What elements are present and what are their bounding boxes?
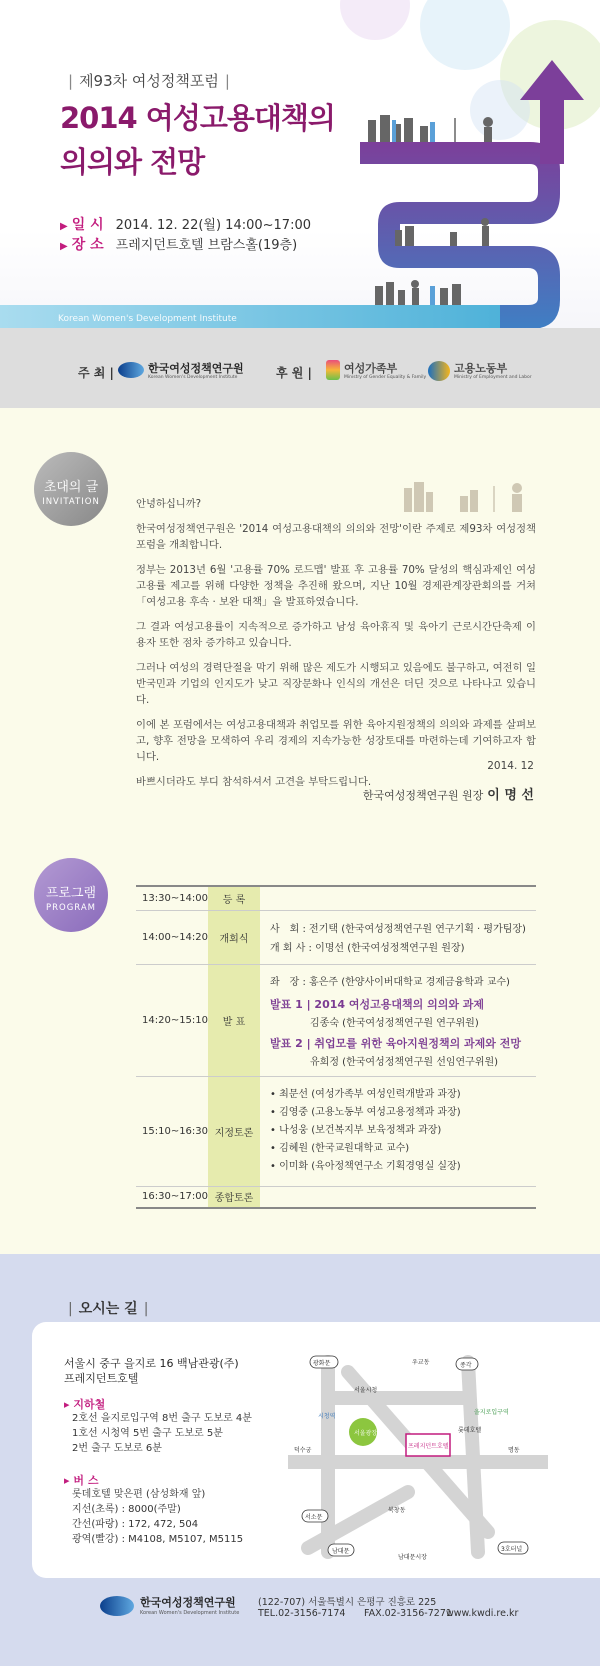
map-label: 명동 — [508, 1447, 520, 1454]
host-name-en: Korean Women's Development Institute — [148, 375, 238, 380]
directions-title — [62, 1298, 154, 1318]
presentation1-speaker: 김종숙 (한국여성정책연구원 연구위원) — [310, 1017, 479, 1029]
footer-org: 한국여성정책연구원 — [140, 1596, 236, 1609]
map-label: 덕수궁 — [294, 1447, 312, 1454]
event-place-row — [60, 234, 297, 254]
map-label: 3호터널 — [501, 1546, 523, 1553]
map-label: 종각 — [460, 1362, 472, 1369]
bus-heading: ▸ 버 스 — [64, 1474, 99, 1487]
panelist-item: • 김혜원 (한국교원대학교 교수) — [270, 1143, 410, 1154]
greeting: 안녕하십니까? — [136, 498, 202, 510]
panelist-item: • 이미화 (육아정책연구소 기획경영실 실장) — [270, 1161, 461, 1172]
bus-line: 간선(파랑) : 172, 472, 504 — [72, 1519, 199, 1530]
location-map — [288, 1352, 548, 1564]
date-label: 일 시 — [71, 217, 104, 233]
invitation-paragraph: 그 결과 여성고용률이 지속적으로 증가하고 남성 육아휴직 및 육아기 근로시간단축제 이용자 또한 점차 증가하고 있습니다. — [136, 621, 536, 649]
forum-number — [62, 70, 236, 91]
footer-address: (122-707) 서울특별시 은평구 진흥로 225 — [258, 1597, 437, 1608]
signer-title: 한국여성정책연구원 원장 — [362, 789, 484, 802]
map-label: 남대문시장 — [398, 1554, 427, 1561]
footer-org-en: Korean Women's Development Institute — [140, 1610, 240, 1616]
invitation-paragraph: 바쁘시더라도 부디 참석하셔서 고견을 부탁드립니다. — [136, 776, 372, 788]
divider-bar: | — [224, 72, 230, 90]
program-category: 발 표 — [208, 964, 260, 1076]
triangle-bullet-icon: ▶ — [60, 241, 68, 252]
divider-bar: | — [68, 72, 74, 90]
triangle-bullet-icon: ▶ — [60, 221, 68, 232]
sponsors-bar — [0, 328, 600, 408]
presentation1-title: 발표 1 | 2014 여성고용대책의 의의와 과제 — [270, 997, 485, 1011]
event-title-line2: 의의와 전망 — [60, 145, 205, 179]
map-label: 서소문 — [305, 1514, 323, 1521]
map-label: 시청역 — [318, 1413, 336, 1420]
map-label: 북창동 — [388, 1507, 406, 1514]
bus-line: 롯데호텔 맞은편 (삼성화재 앞) — [72, 1489, 206, 1500]
map-label: 우교동 — [412, 1359, 430, 1366]
bokeh-decoration — [340, 0, 410, 40]
table-row — [136, 1186, 536, 1208]
invitation-paragraph: 정부는 2013년 6월 '고용률 70% 로드맵' 발표 후 고용률 70% 달성의 핵심과제인 여성고용률 제고를 위해 다양한 정책을 추진해 왔으며, 지난 10월 경제관계장관회의를 거쳐 「여성고용 후속 · 보완 대책」을 발표하였습니다. — [136, 564, 536, 608]
event-date-row — [60, 214, 311, 234]
map-label: 남대문 — [332, 1548, 350, 1555]
date-value: 2014. 12. 22(월) 14:00~17:00 — [115, 218, 311, 233]
table-row — [136, 1076, 536, 1186]
program-badge — [34, 858, 108, 932]
support2-name: 고용노동부 — [454, 362, 508, 375]
map-label: 서울광장 — [354, 1430, 378, 1437]
program-time: 16:30~17:00 — [136, 1186, 208, 1208]
footer-tel: TEL.02-3156-7174 — [258, 1608, 346, 1619]
bus-line: 지선(초록) : 8000(주말) — [72, 1504, 181, 1515]
footer-website[interactable]: www.kwdi.re.kr — [446, 1608, 519, 1619]
moel-logo-icon — [428, 361, 450, 381]
subway-info — [72, 1411, 252, 1456]
program-detail — [260, 1076, 536, 1186]
place-value: 프레지던트호텔 브람스홀(19층) — [115, 238, 298, 253]
bus-line: 광역(빨강) : M4108, M5107, M5115 — [72, 1534, 244, 1545]
signer-name: 이 명 선 — [487, 788, 534, 803]
invitation-badge-ko: 초대의 글 — [43, 480, 99, 495]
program-detail — [260, 886, 536, 910]
program-badge-ko: 프로그램 — [45, 886, 97, 901]
address — [64, 1356, 239, 1386]
table-row — [136, 964, 536, 1076]
kwdi-logo-icon — [100, 1596, 134, 1616]
institute-english-name: Korean Women's Development Institute — [58, 314, 237, 324]
header — [0, 0, 600, 328]
program-time: 14:20~15:10 — [136, 964, 208, 1076]
program-table — [136, 885, 536, 1209]
map-label: 광화문 — [313, 1360, 331, 1367]
invitation-paragraph: 한국여성정책연구원은 '2014 여성고용대책의 의의와 전망'이란 주제로 제93차 여성정책포럼을 개최합니다. — [136, 523, 536, 551]
footer-fax: FAX.02-3156-7271 — [364, 1608, 452, 1619]
event-title — [60, 96, 380, 184]
invitation-badge — [34, 452, 108, 526]
program-category: 종합토론 — [208, 1186, 260, 1208]
directions-title-text: 오시는 길 — [78, 1301, 138, 1317]
mogef-logo-icon — [326, 360, 340, 380]
program-time: 15:10~16:30 — [136, 1076, 208, 1186]
program-detail — [260, 1186, 536, 1208]
subway-line: 2번 출구 도보로 6분 — [72, 1443, 162, 1454]
program-category: 등 록 — [208, 886, 260, 910]
address-line1: 서울시 중구 을지로 16 백남관광(주) — [64, 1357, 239, 1370]
kwdi-logo-icon — [118, 362, 144, 378]
program-detail — [260, 910, 536, 964]
program-time: 13:30~14:00 — [136, 886, 208, 910]
map-label: 롯데호텔 — [458, 1427, 482, 1434]
support-label: 후 원 | — [276, 366, 312, 380]
divider-bar: | — [143, 1301, 149, 1317]
address-line2: 프레지던트호텔 — [64, 1372, 139, 1385]
divider-bar: | — [68, 1301, 73, 1317]
subway-line: 2호선 을지로입구역 8번 출구 도보로 4분 — [72, 1413, 252, 1424]
map-label: 서울시청 — [354, 1387, 378, 1394]
support2-name-en: Ministry of Employment and Labor — [454, 375, 532, 380]
program-badge-en: PROGRAM — [45, 903, 97, 913]
table-row — [136, 886, 536, 910]
forum-number-text: 제93차 여성정책포럼 — [79, 72, 219, 90]
opening-line: 개 회 사 : 이명선 (한국여성정책연구원 원장) — [270, 943, 465, 954]
panelist-item: • 최문선 (여성가족부 여성인력개발과 과장) — [270, 1089, 461, 1100]
place-label: 장 소 — [71, 237, 104, 253]
map-label: 을지로입구역 — [474, 1409, 509, 1416]
program-detail — [260, 964, 536, 1076]
support1-name: 여성가족부 — [344, 362, 398, 375]
event-title-line1: 2014 여성고용대책의 — [60, 101, 335, 135]
table-row — [136, 910, 536, 964]
subway-heading: ▸ 지하철 — [64, 1398, 106, 1411]
presentation2-speaker: 유희정 (한국여성정책연구원 선임연구위원) — [310, 1056, 499, 1068]
signature — [363, 784, 534, 803]
panelist-item: • 나성웅 (보건복지부 보육정책과 과장) — [270, 1125, 442, 1136]
invitation-date: 2014. 12 — [487, 760, 534, 772]
program-category: 지정토론 — [208, 1076, 260, 1186]
subway-line: 1호선 시청역 5번 출구 도보로 5분 — [72, 1428, 223, 1439]
presentation2-title: 발표 2 | 취업모를 위한 육아지원정책의 과제와 전망 — [270, 1036, 522, 1050]
invitation-badge-en: INVITATION — [42, 497, 100, 507]
program-category: 개회식 — [208, 910, 260, 964]
moderator-line: 사 회 : 전기택 (한국여성정책연구원 연구기획 · 평가팀장) — [270, 924, 526, 935]
panelist-item: • 김영중 (고용노동부 여성고용정책과 과장) — [270, 1107, 461, 1118]
host-name: 한국여성정책연구원 — [148, 362, 244, 375]
invitation-letter — [136, 496, 536, 799]
bus-info — [72, 1487, 243, 1547]
map-label: 프레지던트호텔 — [408, 1443, 449, 1450]
chair-line: 좌 장 : 홍은주 (한양사이버대학교 경제금융학과 교수) — [270, 976, 510, 988]
invitation-paragraph: 이에 본 포럼에서는 여성고용대책과 취업모를 위한 육아지원정책의 의의와 과제를 살펴보고, 향후 전망을 모색하여 우리 경제의 지속가능한 성장토대를 마련하는데 기여하고자 합니다. — [136, 719, 536, 763]
host-label: 주 최 | — [78, 366, 114, 380]
support1-name-en: Ministry of Gender Equality & Family — [344, 375, 427, 380]
program-time: 14:00~14:20 — [136, 910, 208, 964]
invitation-paragraph: 그러나 여성의 경력단절을 막기 위해 많은 제도가 시행되고 있음에도 불구하고, 여전히 일반국민과 기업의 인지도가 낮고 직장문화나 인식의 개선은 더딘 것으로 나타나고 있습니다. — [136, 662, 536, 706]
